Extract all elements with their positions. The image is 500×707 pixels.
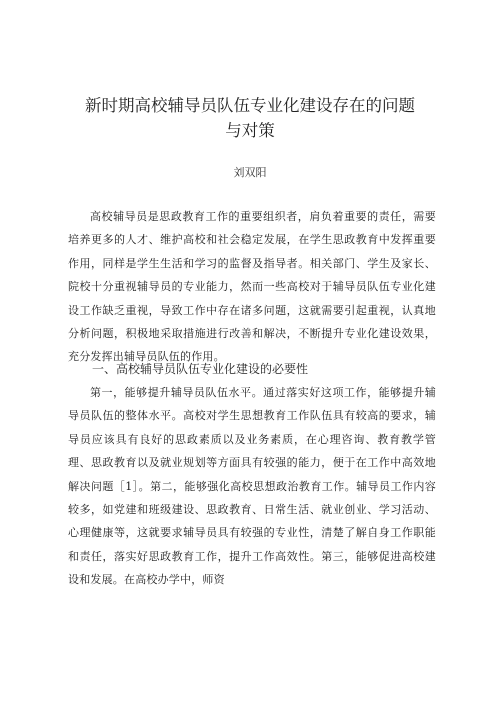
section-1-body (68, 381, 436, 592)
section-heading-1: 一、高校辅导员队伍专业化建设的必要性 (92, 362, 309, 376)
section-1-paragraph: 第一，能够提升辅导员队伍水平。通过落实好这项工作，能够提升辅导员队伍的整体水平。高校对学生思想教育工作队伍具有较高的要求，辅导员应该具有良好的思政素质以及业务素质，在心理咨询、教育教学管理、思政教育以及就业规划等方面具有较强的能力，便于在工作中高效地解决问题［1］。第二，能够强化高校思想政治教育工作。辅导员工作内容较多，如党建和班级建设、思政教育、日常生活、就业创业、学习活动、心理健康等，这就要求辅导员具有较强的专业性，清楚了解自身工作职能和责任，落实好思政教育工作，提升工作高效性。第三，能够促进高校建设和发展。在高校办学中，师资 (68, 386, 436, 587)
author-name: 刘双阳 (233, 166, 267, 179)
intro-section (68, 205, 436, 369)
paper-title-line-2: 与对策 (225, 121, 275, 140)
paper-title-line-1: 新时期高校辅导员队伍专业化建设存在的问题 (85, 96, 415, 115)
paper-title (40, 93, 460, 143)
intro-paragraph: 高校辅导员是思政教育工作的重要组织者，肩负着重要的责任，需要培养更多的人才、维护高校和社会稳定发展，在学生思政教育中发挥重要作用，同样是学生生活和学习的监督及指导者。相关部门、学生及家长、院校十分重视辅导员的专业能力，然而一些高校对于辅导员队伍专业化建设工作缺乏重视，导致工作中存在诸多问题，这就需要引起重视，认真地分析问题，积极地采取措施进行改善和解决，不断提升专业化建设效果，充分发挥出辅导员队伍的作用。 (68, 210, 436, 364)
